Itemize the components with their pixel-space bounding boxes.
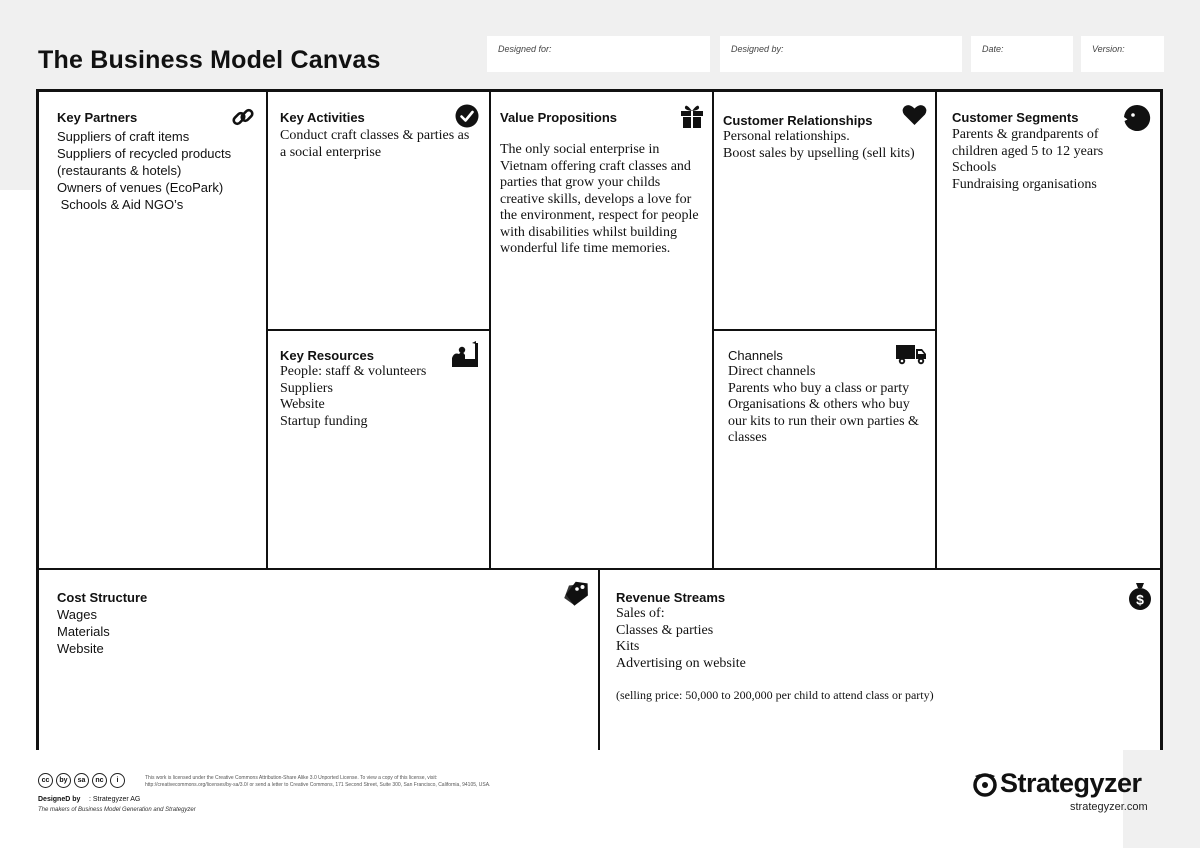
key-partners-line: (restaurants & hotels)	[57, 163, 182, 178]
license-line: This work is licensed under the Creative Commons Attribution-Share Alike 3.0 Unported License. To view a copy of this license, visit:	[145, 775, 438, 781]
designed-by-footer-label: DesigneD by	[38, 796, 81, 803]
key-resources-line: Website	[280, 397, 325, 412]
cost-structure-block[interactable]	[39, 568, 599, 750]
channels-line: Direct channels	[728, 364, 816, 379]
value-propositions-heading: Value Propositions	[500, 110, 618, 125]
revenue-streams-line: Kits	[616, 639, 640, 654]
value-propositions-line: the environment, respect for people	[500, 208, 699, 223]
makers-tagline: The makers of Business Model Generation and Strategyzer	[38, 807, 196, 813]
channels-line: classes	[728, 430, 767, 445]
channels-line: Organisations & others who buy	[728, 397, 910, 412]
price-tag-icon	[564, 580, 590, 608]
key-resources-line: People: staff & volunteers	[280, 364, 427, 379]
nc-badge-icon: nc	[92, 773, 107, 788]
heart-icon	[902, 104, 927, 126]
gift-icon	[680, 103, 704, 129]
key-partners-content	[57, 128, 231, 213]
customer-relationships-heading: Customer Relationships	[723, 113, 873, 128]
customer-segments-block[interactable]	[935, 92, 1160, 568]
cc-badge-icon: cc	[38, 773, 53, 788]
designed-by-field[interactable]	[720, 36, 962, 72]
designed-for-field[interactable]	[487, 36, 710, 72]
key-activities-block[interactable]	[266, 92, 489, 331]
customer-relationships-line: Boost sales by upselling (sell kits)	[723, 145, 915, 161]
key-partners-line: Owners of venues (EcoPark)	[57, 180, 224, 195]
strategyzer-wordmark: Strategyzer	[1000, 768, 1142, 798]
customer-segments-content	[952, 127, 1103, 193]
revenue-streams-heading: Revenue Streams	[616, 590, 726, 605]
key-resources-content	[280, 364, 426, 430]
customer-segments-line: children aged 5 to 12 years	[952, 143, 1104, 159]
key-resources-heading: Key Resources	[280, 348, 374, 363]
designed-for-label: Designed for:	[498, 44, 552, 54]
value-propositions-line: creative skills, develops a love for	[500, 191, 692, 207]
revenue-streams-block[interactable]	[598, 568, 1160, 750]
face-icon	[1123, 104, 1151, 132]
strategyzer-logo[interactable]	[972, 768, 1142, 799]
cost-structure-heading: Cost Structure	[57, 590, 148, 605]
truck-icon	[895, 343, 927, 365]
channels-line: Parents who buy a class or party	[728, 380, 910, 396]
creative-commons-badges	[38, 773, 125, 788]
revenue-streams-content	[616, 606, 746, 672]
cost-structure-content	[57, 606, 110, 657]
money-bag-icon	[1128, 582, 1152, 611]
customer-segments-heading: Customer Segments	[952, 110, 1079, 125]
strategyzer-logo-icon	[972, 771, 998, 797]
value-propositions-line: The only social enterprise in	[500, 142, 660, 157]
license-text	[145, 775, 505, 789]
key-resources-line: Suppliers	[280, 380, 333, 396]
channels-block[interactable]	[712, 329, 935, 568]
designed-by-footer-value: : Strategyzer AG	[89, 796, 141, 803]
revenue-streams-line: Classes & parties	[616, 622, 714, 638]
date-label: Date:	[982, 44, 1004, 54]
key-partners-block[interactable]	[39, 92, 267, 568]
key-activities-heading: Key Activities	[280, 110, 365, 125]
value-propositions-line: parties that grow your childs	[500, 175, 661, 190]
key-partners-line: Schools & Aid NGO’s	[57, 197, 184, 212]
key-resources-line: Startup funding	[280, 413, 368, 429]
key-partners-line: Suppliers of recycled products	[57, 146, 232, 161]
revenue-streams-line: Sales of:	[616, 606, 665, 621]
cost-structure-line: Materials	[57, 624, 110, 639]
customer-relationships-block[interactable]	[712, 92, 935, 331]
key-activities-line: Conduct craft classes & parties as	[280, 128, 470, 143]
by-badge-icon: by	[56, 773, 71, 788]
cost-structure-line: Website	[57, 641, 104, 656]
link-icon	[230, 104, 256, 130]
customer-segments-line: Fundraising organisations	[952, 176, 1097, 192]
value-propositions-line: with disabilities whilst building	[500, 224, 677, 240]
business-model-canvas	[36, 89, 1163, 750]
key-activities-content	[280, 128, 469, 161]
customer-segments-line: Schools	[952, 160, 997, 175]
key-activities-line: a social enterprise	[280, 144, 382, 160]
strategyzer-url[interactable]: strategyzer.com	[1070, 801, 1148, 813]
person-badge-icon: i	[110, 773, 125, 788]
key-partners-line: Suppliers of craft items	[57, 129, 190, 144]
value-propositions-content	[500, 142, 699, 258]
key-partners-heading: Key Partners	[57, 110, 138, 125]
customer-segments-line: Parents & grandparents of	[952, 127, 1099, 142]
factory-icon	[450, 341, 480, 369]
sa-badge-icon: sa	[74, 773, 89, 788]
checkmark-icon	[455, 104, 479, 128]
date-field[interactable]	[971, 36, 1073, 72]
cost-structure-line: Wages	[57, 607, 97, 622]
channels-heading: Channels	[728, 348, 783, 363]
channels-content	[728, 364, 919, 447]
license-line[interactable]: http://creativecommons.org/licenses/by-sa/3.0/ or send a letter to Creative Commons, 171 Second Street, Suite 300, San Francisco, California, 94105, USA.	[145, 782, 491, 788]
channels-line: our kits to run their own parties &	[728, 413, 919, 429]
page-title: The Business Model Canvas	[38, 46, 381, 74]
svg-text:$: $	[1136, 591, 1144, 608]
revenue-streams-note: (selling price: 50,000 to 200,000 per child to attend class or party)	[616, 688, 934, 702]
version-field[interactable]	[1081, 36, 1164, 72]
value-propositions-line: Vietnam offering craft classes and	[500, 158, 691, 174]
customer-relationships-line: Personal relationships.	[723, 129, 850, 144]
revenue-streams-line: Advertising on website	[616, 655, 746, 671]
value-propositions-line: wonderful life time memories.	[500, 241, 671, 256]
designed-by-label: Designed by:	[731, 44, 784, 54]
key-resources-block[interactable]	[266, 329, 489, 568]
customer-relationships-content	[723, 129, 915, 162]
value-propositions-block[interactable]	[489, 92, 712, 568]
version-label: Version:	[1092, 44, 1125, 54]
